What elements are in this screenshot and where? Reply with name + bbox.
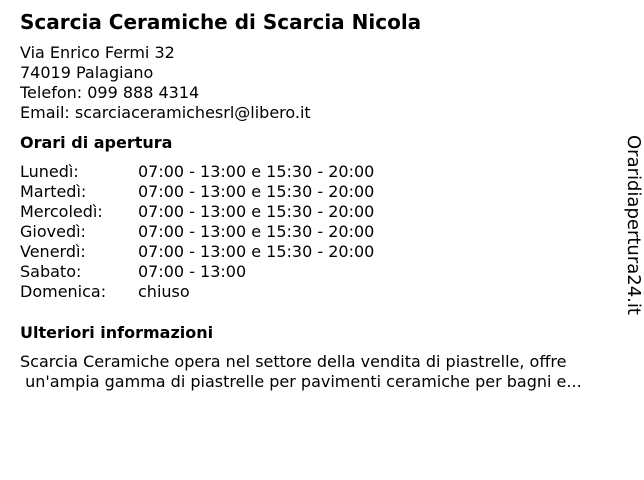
business-name: Scarcia Ceramiche di Scarcia Nicola [20, 10, 422, 34]
city-line: 74019 Palagiano [20, 63, 154, 82]
day-label: Mercoledì: [20, 202, 103, 221]
hours-table [20, 162, 620, 302]
time-value: 07:00 - 13:00 [138, 262, 247, 281]
phone-line: Telefon: 099 888 4314 [20, 83, 200, 102]
info-heading: Ulteriori informazioni [20, 323, 214, 342]
business-card [20, 10, 620, 392]
time-value: 07:00 - 13:00 e 15:30 - 20:00 [138, 222, 375, 241]
email-line: Email: scarciaceramichesrl@libero.it [20, 103, 311, 122]
day-label: Domenica: [20, 282, 107, 301]
hours-row [20, 202, 620, 222]
hours-row [20, 182, 620, 202]
description-line: un'ampia gamma di piastrelle per pavimenti ceramiche per bagni e... [20, 372, 582, 391]
day-label: Giovedì: [20, 222, 86, 241]
hours-row [20, 242, 620, 262]
hours-row [20, 222, 620, 242]
hours-row [20, 282, 620, 302]
hours-heading: Orari di apertura [20, 133, 173, 152]
time-value: 07:00 - 13:00 e 15:30 - 20:00 [138, 182, 375, 201]
time-value: 07:00 - 13:00 e 15:30 - 20:00 [138, 162, 375, 181]
time-value: 07:00 - 13:00 e 15:30 - 20:00 [138, 202, 375, 221]
hours-row [20, 162, 620, 182]
hours-row [20, 262, 620, 282]
site-watermark: Oraridiapertura24.it [623, 135, 644, 315]
description-line: Scarcia Ceramiche opera nel settore della vendita di piastrelle, offre [20, 352, 567, 371]
day-label: Venerdì: [20, 242, 86, 261]
street-address: Via Enrico Fermi 32 [20, 43, 175, 62]
description [20, 352, 620, 392]
day-label: Lunedì: [20, 162, 79, 181]
time-value: chiuso [138, 282, 190, 301]
time-value: 07:00 - 13:00 e 15:30 - 20:00 [138, 242, 375, 261]
day-label: Sabato: [20, 262, 82, 281]
contact-block [20, 43, 620, 123]
day-label: Martedì: [20, 182, 87, 201]
